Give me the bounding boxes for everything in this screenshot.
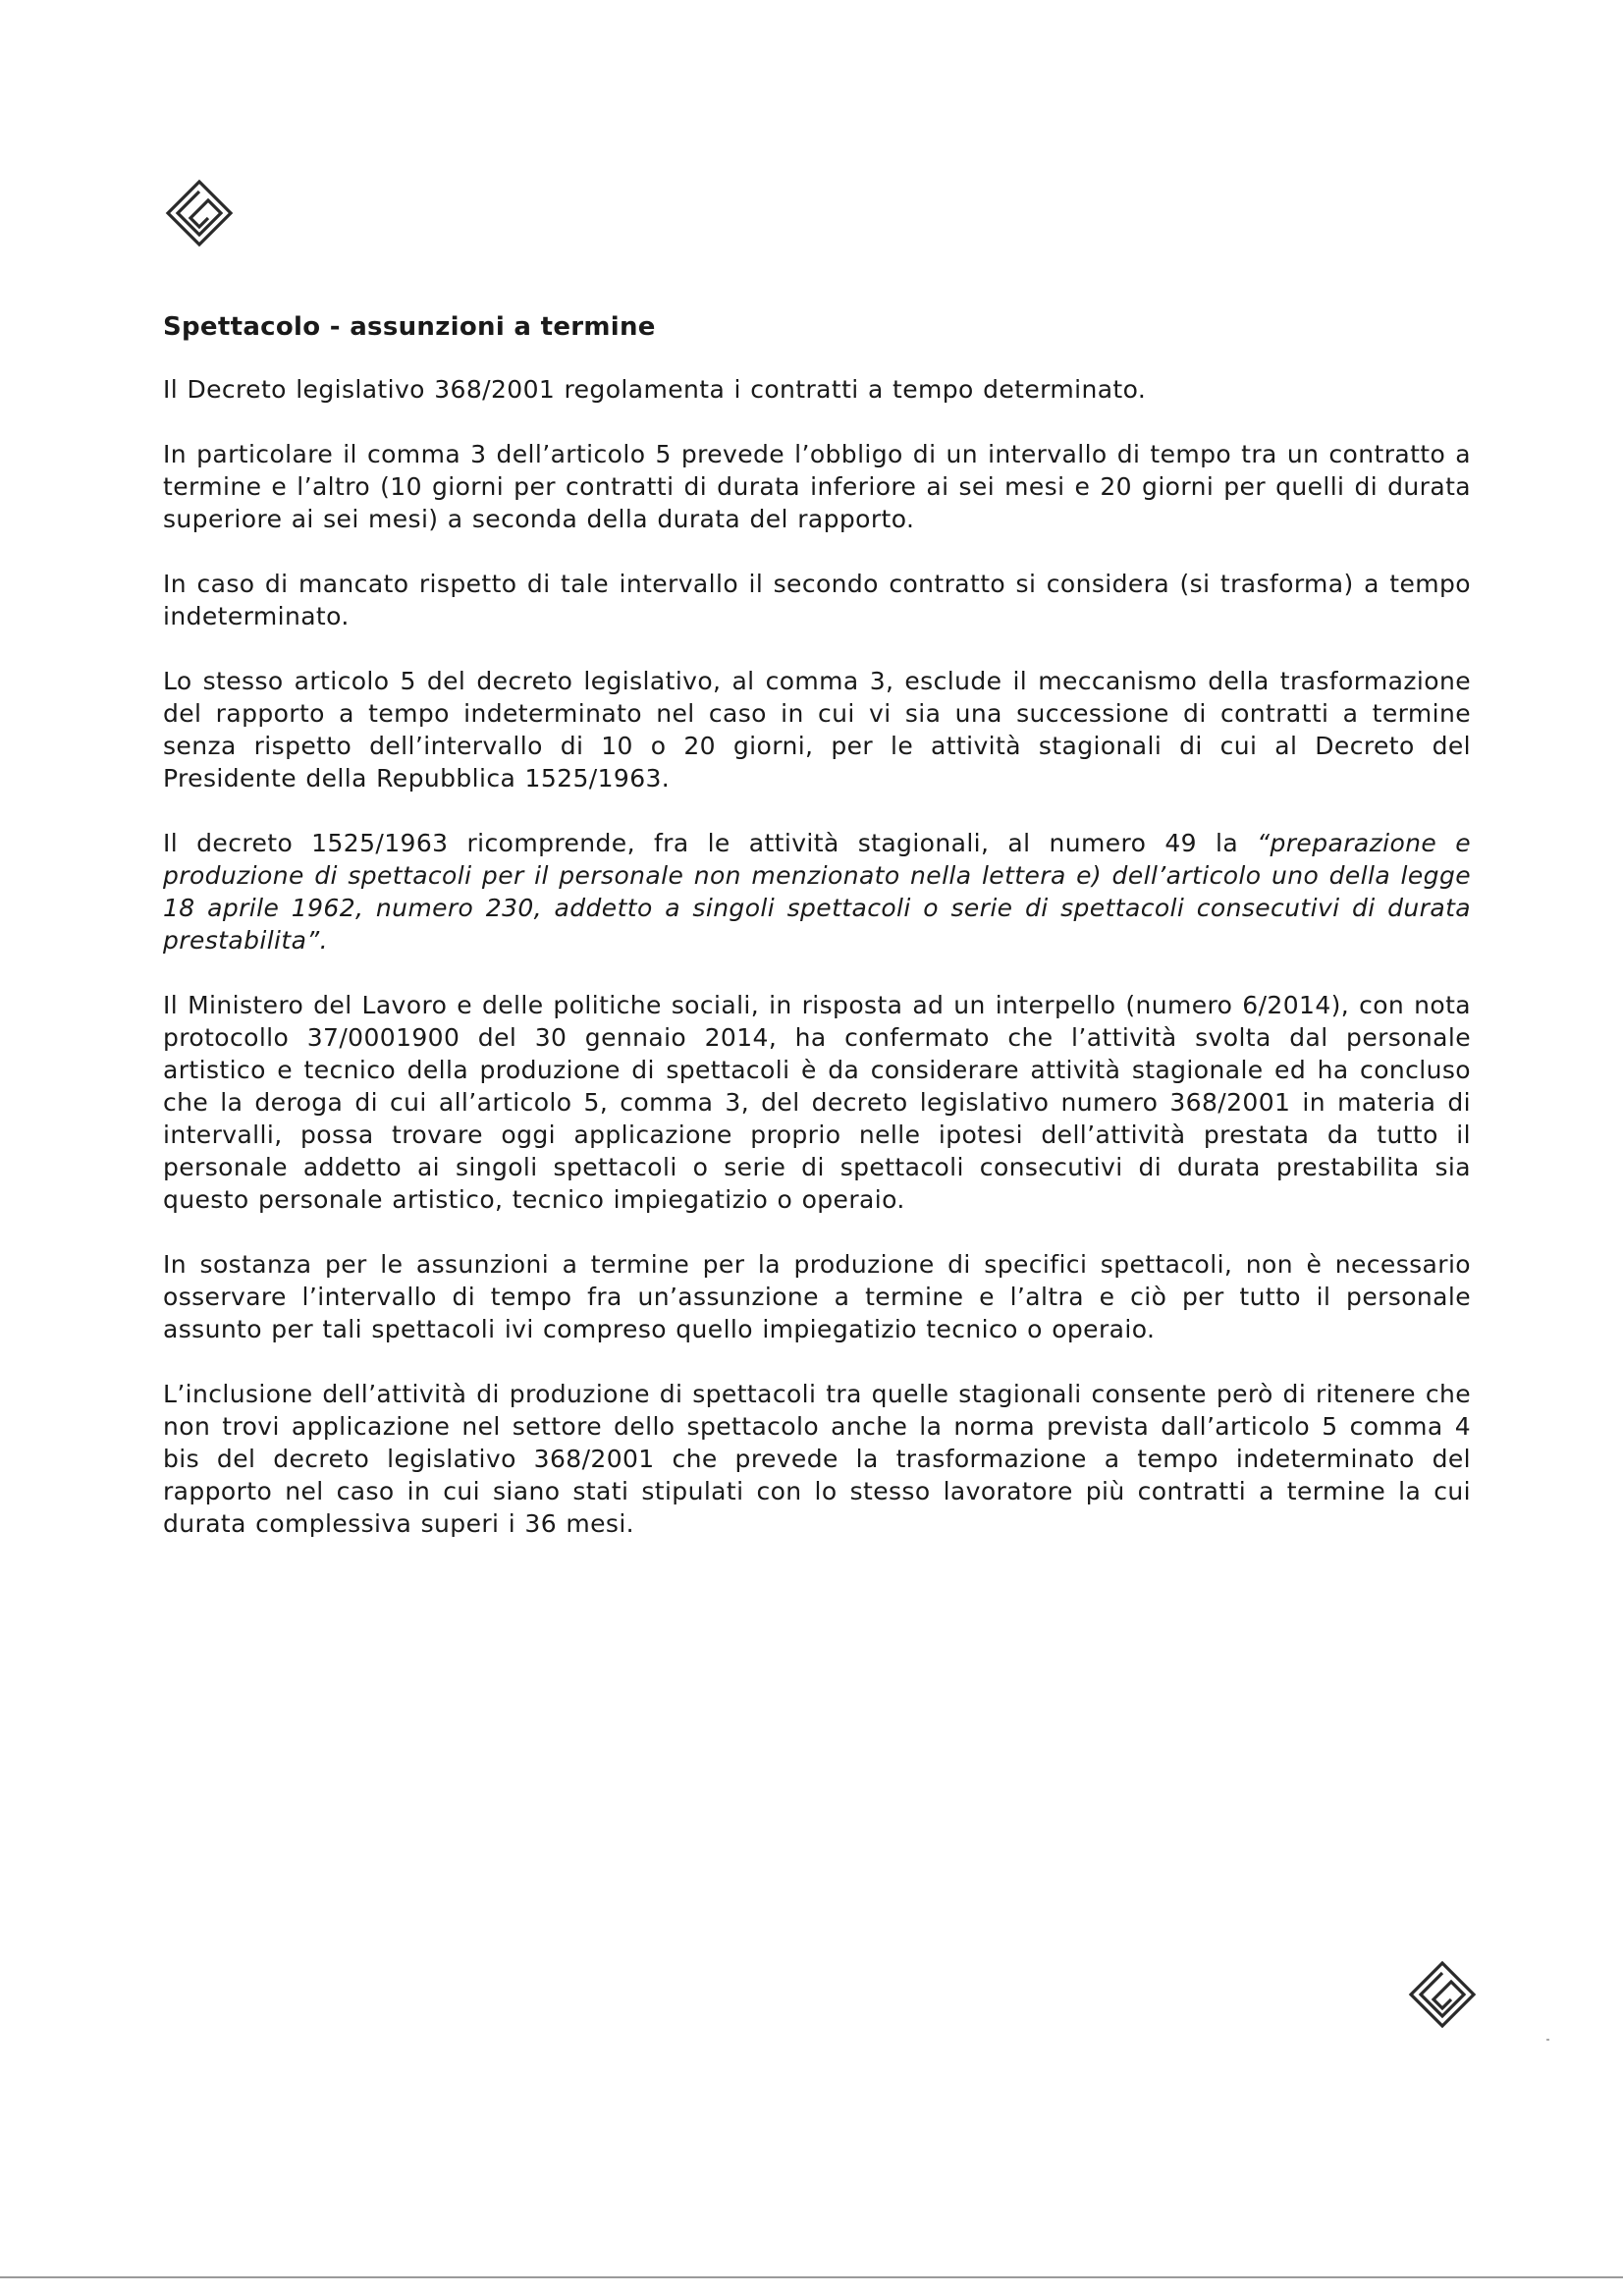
paragraph-3: In caso di mancato rispetto di tale intervallo il secondo contratto si considera (si trasforma) a tempo indeterminato. xyxy=(163,570,1471,630)
paragraph-8: L’inclusione dell’attività di produzione di spettacoli tra quelle stagionali consente però di ritenere che non trovi applicazione nel settore dello spettacolo anche la norma prevista dall’articolo 5 comma 4 bis del decreto legislativo 368/2001 che prevede la trasformazione a tempo indeterminato del rapporto nel caso in cui siano stati stipulati con lo stesso lavoratore più contratti a termine la cui durata complessiva superi i 36 mesi. xyxy=(163,1380,1471,1538)
paragraph-1: Il Decreto legislativo 368/2001 regolamenta i contratti a tempo determinato. xyxy=(163,375,1147,404)
paragraph-2: In particolare il comma 3 dell’articolo 5 prevede l’obbligo di un intervallo di tempo tra un contratto a termine e l’altro (10 giorni per contratti di durata inferiore ai sei mesi e 20 giorni per quelli di durata superiore ai sei mesi) a seconda della durata del rapporto. xyxy=(163,440,1471,533)
paragraph-6: Il Ministero del Lavoro e delle politiche sociali, in risposta ad un interpello (numero 6/2014), con nota protocollo 37/0001900 del 30 gennaio 2014, ha confermato che l’attività svolta dal personale artistico e tecnico della produzione di spettacoli è da considerare attività stagionale ed ha concluso che la deroga di cui all’articolo 5, comma 3, del decreto legislativo numero 368/2001 in materia di intervalli, possa trovare oggi applicazione proprio nelle ipotesi dell’attività prestata da tutto il personale addetto ai singoli spettacoli o serie di spettacoli consecutivi di durata prestabilita sia questo personale artistico, tecnico impiegatizio o operaio. xyxy=(163,991,1471,1214)
paragraph-4: Lo stesso articolo 5 del decreto legislativo, al comma 3, esclude il meccanismo della trasformazione del rapporto a tempo indeterminato nel caso in cui vi sia una successione di contratti a termine senza rispetto dell’intervallo di 10 o 20 giorni, per le attività stagionali di cui al Decreto del Presidente della Repubblica 1525/1963. xyxy=(163,667,1471,793)
page-bottom-edge xyxy=(0,2276,1623,2278)
document-body xyxy=(163,312,1471,1572)
scan-speck xyxy=(1546,2039,1549,2041)
paragraph-5 xyxy=(163,827,1471,957)
paragraph-5-text: Il decreto 1525/1963 ricomprende, fra le attività stagionali, al numero 49 la xyxy=(163,829,1258,857)
paragraph-5-quote: “preparazione e produzione di spettacoli per il personale non menzionato nella lettera e) dell’articolo uno della legge 18 aprile 1962, numero 230, addetto a singoli spettacoli o serie di spettacoli consecutivi di durata prestabilita”. xyxy=(163,829,1471,955)
logo-bottom-icon xyxy=(1408,1960,1477,2029)
paragraph-7: In sostanza per le assunzioni a termine per la produzione di specifici spettacoli, non è necessario osservare l’intervallo di tempo fra un’assunzione a termine e l’altra e ciò per tutto il personale assunto per tali spettacoli ivi compreso quello impiegatizio tecnico o operaio. xyxy=(163,1250,1471,1343)
document-title: Spettacolo - assunzioni a termine xyxy=(163,312,656,342)
logo-top-icon xyxy=(165,179,234,247)
